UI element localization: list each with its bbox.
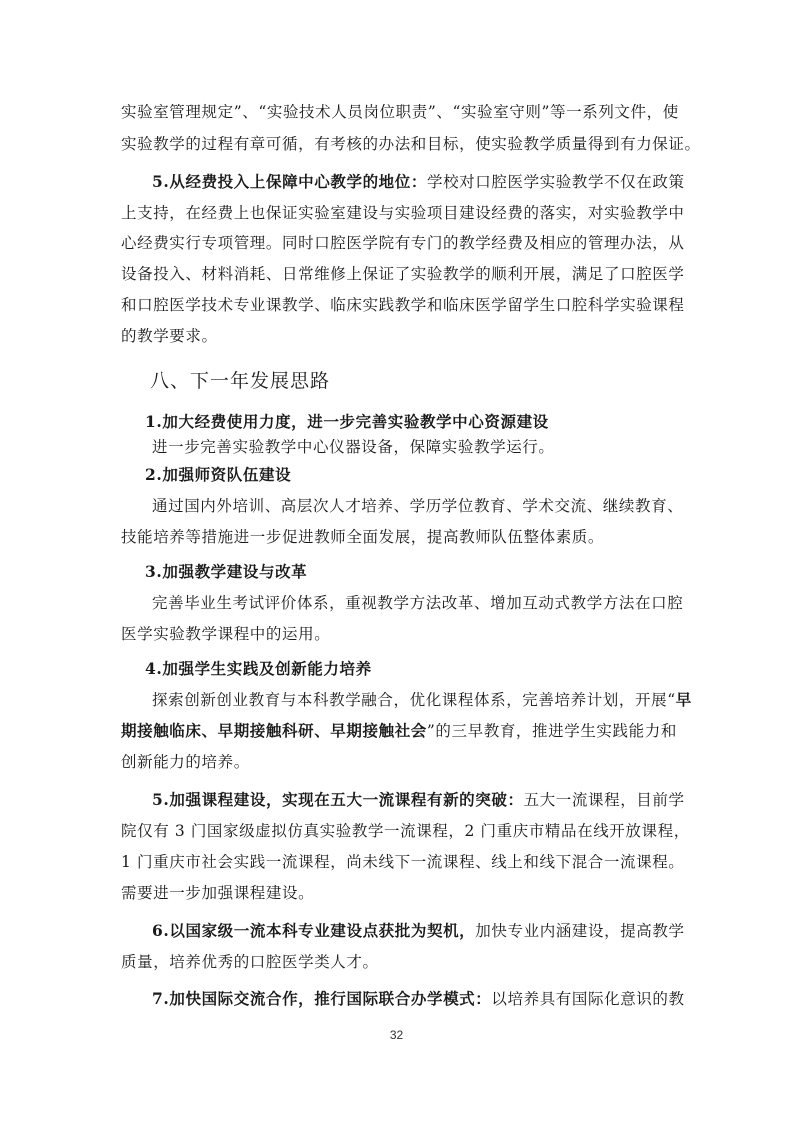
body-text-line: 创新能力的培养。 [121, 753, 250, 771]
paragraph-major-first-line [152, 921, 685, 941]
emphasis-text: 早 [675, 690, 692, 709]
item-title: 4.加强学生实践及创新能力培养 [145, 659, 372, 678]
item-title: 3.加强教学建设与改革 [145, 562, 308, 581]
paragraph-title: 5.加强课程建设，实现在五大一流课程有新的突破： [152, 790, 524, 809]
body-text-line: 的教学要求。 [121, 327, 218, 345]
item-title: 2.加强师资队伍建设 [145, 465, 292, 484]
page-number: 32 [389, 1028, 404, 1042]
body-text-line: 上支持，在经费上也保证实验室建设与实验项目建设经费的落实，对实验教学中 [121, 204, 685, 222]
paragraph-funding-first-line [152, 172, 685, 192]
body-text-line: 技能培养等措施进一步促进教师全面发展，提高教师队伍整体素质。 [121, 528, 605, 546]
body-text-line: 通过国内外培训、高层次人才培养、学历学位教育、学术交流、继续教育、 [152, 497, 684, 515]
paragraph-text: 以培养具有国际化意识的教 [491, 990, 685, 1008]
paragraph-courses-first-line [152, 790, 685, 810]
body-text-line: 需要进一步加强课程建设。 [121, 884, 315, 902]
paragraph-title: 6.以国家级一流本科专业建设点获批为契机， [152, 921, 476, 940]
body-text-line [152, 690, 692, 710]
emphasis-text: 期接触临床、早期接触科研、早期接触社会 [121, 721, 427, 740]
body-text-line: 实验教学的过程有章可循，有考核的办法和目标，使实验教学质量得到有力保证。 [121, 135, 701, 153]
paragraph-text: ”的三早教育，推进学生实践能力和 [426, 722, 677, 740]
paragraph-text: 学校对口腔医学实验教学不仅在政策 [426, 173, 685, 191]
body-text-line: 和口腔医学技术专业课教学、临床实践教学和临床医学留学生口腔科学实验课程 [121, 296, 685, 314]
paragraph-text: 加快专业内涵建设，提高教学 [475, 922, 685, 940]
body-text-line: 进一步完善实验教学中心仪器设备，保障实验教学运行。 [152, 438, 555, 456]
paragraph-text: 五大一流课程，目前学 [523, 791, 685, 809]
paragraph-text: 探索创新创业教育与本科教学融合，优化课程体系，完善培养计划，开展“ [152, 691, 676, 709]
item-title: 1.加大经费使用力度，进一步完善实验教学中心资源建设 [145, 412, 549, 431]
paragraph-title: 7.加快国际交流合作，推行国际联合办学模式： [152, 989, 492, 1008]
body-text-line: 1 门重庆市社会实践一流课程，尚未线下一流课程、线上和线下混合一流课程。 [121, 853, 685, 871]
body-text-line: 设备投入、材料消耗、日常维修上保证了实验教学的顺利开展，满足了口腔医学 [121, 265, 685, 283]
paragraph-international-first-line [152, 989, 685, 1009]
paragraph-title: 5.从经费投入上保障中心教学的地位： [152, 172, 427, 191]
body-text-line: 质量，培养优秀的口腔医学类人才。 [121, 953, 379, 971]
body-text-line: 完善毕业生考试评价体系，重视教学方法改革、增加互动式教学方法在口腔 [152, 594, 684, 612]
body-text-line: 医学实验教学课程中的运用。 [121, 625, 331, 643]
section-heading: 八、下一年发展思路 [150, 370, 331, 392]
body-text-line [121, 721, 681, 741]
body-text-line: 院仅有 3 门国家级虚拟仿真实验教学一流课程，2 门重庆市精品在线开放课程， [121, 822, 690, 840]
body-text-line: 实验室管理规定”、“实验技术人员岗位职责”、“实验室守则”等一系列文件，使 [121, 103, 679, 121]
body-text-line: 心经费实行专项管理。同时口腔医学院有专门的教学经费及相应的管理办法，从 [121, 234, 685, 252]
